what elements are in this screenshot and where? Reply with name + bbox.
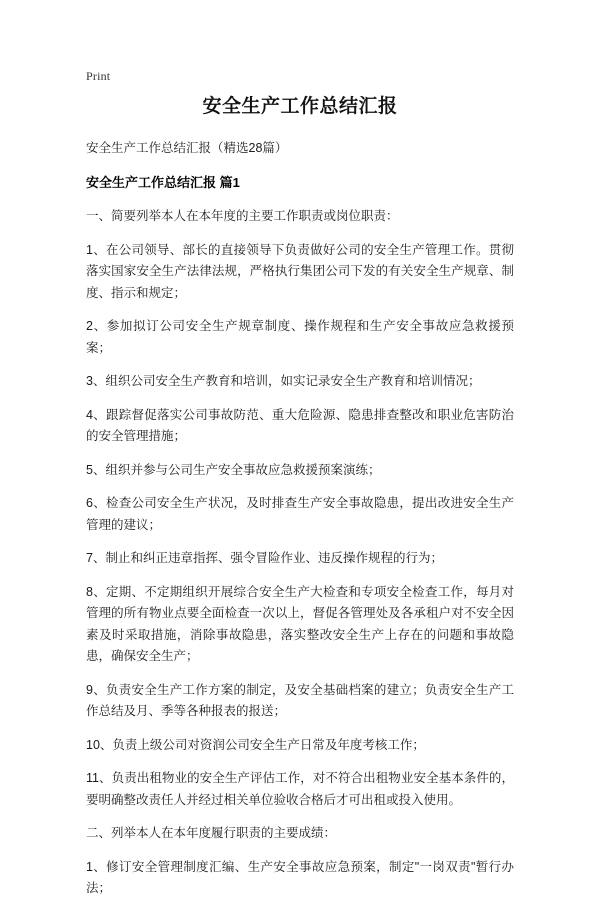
- document-paragraph: 1、在公司领导、部长的直接领导下负责做好公司的安全生产管理工作。贯彻落实国家安全生产法律法规，严格执行集团公司下发的有关安全生产规章、制度、指示和规定；: [86, 242, 514, 300]
- document-paragraph: 9、负责安全生产工作方案的制定，及安全基础档案的建立；负责安全生产工作总结及月、季等各种报表的报送；: [86, 682, 514, 718]
- document-paragraph: 4、跟踪督促落实公司事故防范、重大危险源、隐患排查整改和职业危害防治的安全管理措施；: [86, 407, 514, 443]
- print-button[interactable]: Print: [86, 69, 111, 83]
- document-paragraph: 6、检查公司安全生产状况，及时排查生产安全事故隐患，提出改进安全生产管理的建议；: [86, 496, 514, 532]
- document-paragraph: 2、参加拟订公司安全生产规章制度、操作规程和生产安全事故应急救援预案；: [86, 319, 514, 355]
- document-paragraph: 7、制止和纠正违章指挥、强令冒险作业、违反操作规程的行为；: [86, 551, 443, 565]
- paragraph-list: [86, 206, 514, 900]
- document-paragraph: 5、组织并参与公司生产安全事故应急救援预案演练；: [86, 462, 381, 477]
- document-paragraph: 一、简要列举本人在本年度的主要工作职责或岗位职责：: [86, 209, 399, 223]
- document-paragraph: 3、组织公司安全生产教育和培训，如实记录安全生产教育和培训情况；: [86, 374, 481, 388]
- document-body: [86, 94, 514, 900]
- page-title: 安全生产工作总结汇报: [202, 96, 398, 117]
- document-paragraph: 11、负责出租物业的安全生产评估工作，对不符合出租物业安全基本条件的，要明确整改责任人并经过相关单位验收合格后才可出租或投入使用。: [86, 771, 514, 807]
- document-paragraph: 1、修订安全管理制度汇编、生产安全事故应急预案，制定"一岗双责"暂行办法；: [86, 859, 514, 895]
- section-heading: 安全生产工作总结汇报 篇1: [86, 175, 240, 190]
- document-paragraph: 二、列举本人在本年度履行职责的主要成绩：: [86, 826, 337, 840]
- document-subtitle: 安全生产工作总结汇报（精选28篇）: [86, 141, 288, 155]
- document-paragraph: 10、负责上级公司对资润公司安全生产日常及年度考核工作；: [86, 737, 425, 752]
- print-toolbar: [86, 68, 110, 84]
- document-paragraph: 8、定期、不定期组织开展综合安全生产大检查和专项安全检查工作，每月对管理的所有物业点要全面检查一次以上，督促各管理处及各承租户对不安全因素及时采取措施，消除事故隐患，落实整改安全生产上存在的问题和事故隐患，确保安全生产；: [86, 584, 514, 663]
